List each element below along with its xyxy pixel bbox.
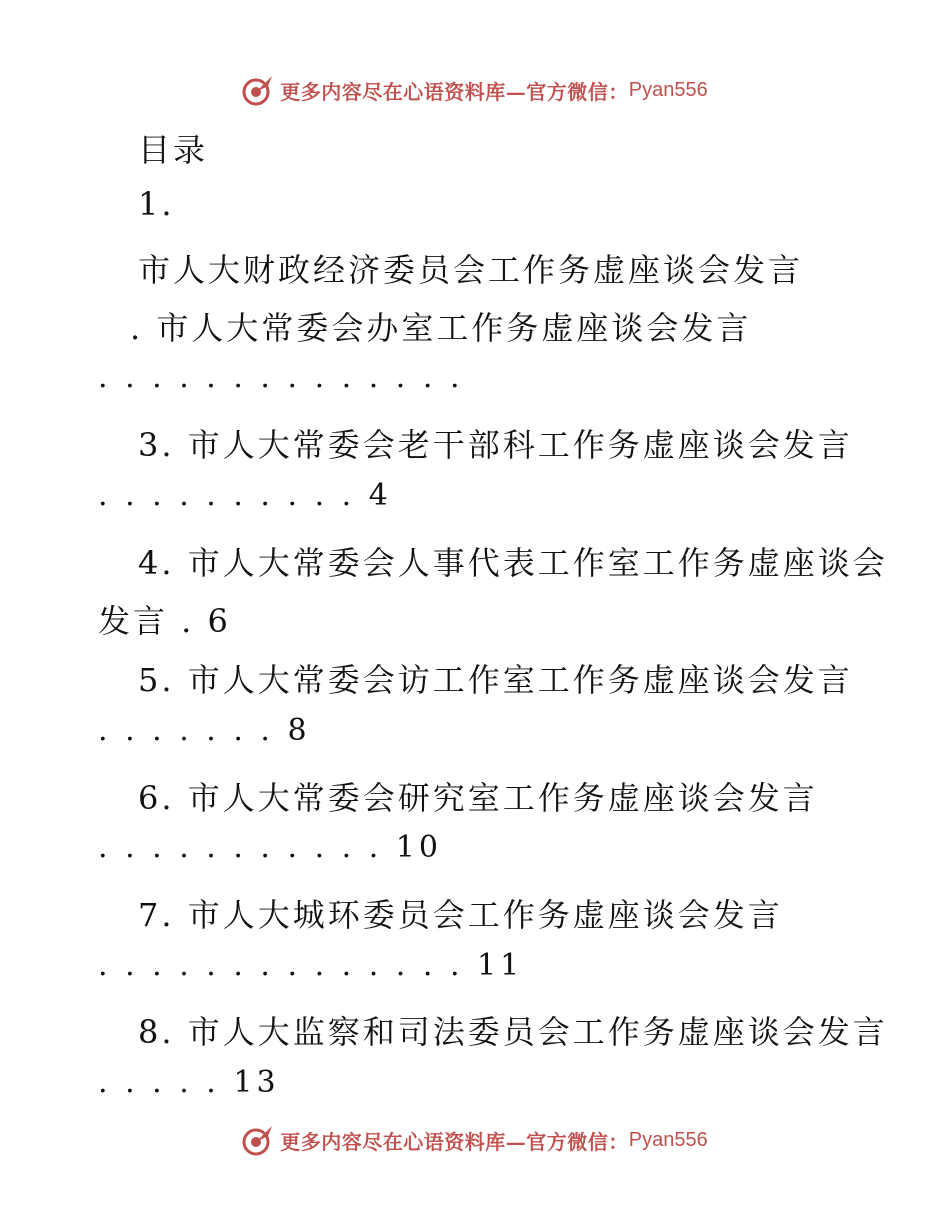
toc-leader: . . . . . . . . . . . . . . 11 xyxy=(98,948,524,983)
toc-line: 4. 市人大常委会人事代表工作室工作务虚座谈会 xyxy=(138,544,888,582)
toc-line: 7. 市人大城环委员会工作务虚座谈会发言 xyxy=(138,896,783,934)
toc-title: 目录 xyxy=(138,131,209,169)
toc-line: 8. 市人大监察和司法委员会工作务虚座谈会发言 xyxy=(138,1013,888,1051)
toc-line: 1. xyxy=(138,185,175,223)
quill-logo-icon xyxy=(242,1124,274,1156)
toc-line: 3. 市人大常委会老干部科工作务虚座谈会发言 xyxy=(138,426,853,464)
toc-leader: . . . . . . . . . . . 10 xyxy=(98,830,442,865)
toc-line: 5. 市人大常委会访工作室工作务虚座谈会发言 xyxy=(138,661,853,699)
banner-text: 更多内容尽在心语资料库—官方微信： xyxy=(280,1129,629,1154)
toc-line: 发言 . 6 xyxy=(98,602,231,640)
quill-logo-icon xyxy=(242,74,274,106)
toc-leader: . . . . . . . 8 xyxy=(98,713,311,748)
toc-leader: . . . . . . . . . . . . . . xyxy=(98,360,464,395)
banner-wechat-id: Pyan556 xyxy=(628,1128,708,1151)
footer-banner xyxy=(0,1120,950,1160)
banner-text: 更多内容尽在心语资料库—官方微信： xyxy=(280,79,629,104)
toc-line: . 市人大常委会办室工作务虚座谈会发言 xyxy=(130,309,752,347)
toc-leader: . . . . . 13 xyxy=(98,1065,280,1100)
toc-line: 市人大财政经济委员会工作务虚座谈会发言 xyxy=(138,251,804,289)
toc-line: 6. 市人大常委会研究室工作务虚座谈会发言 xyxy=(138,779,818,817)
toc-leader: . . . . . . . . . . 4 xyxy=(98,478,392,513)
banner-wechat-id: Pyan556 xyxy=(628,78,708,101)
header-banner xyxy=(0,70,950,110)
